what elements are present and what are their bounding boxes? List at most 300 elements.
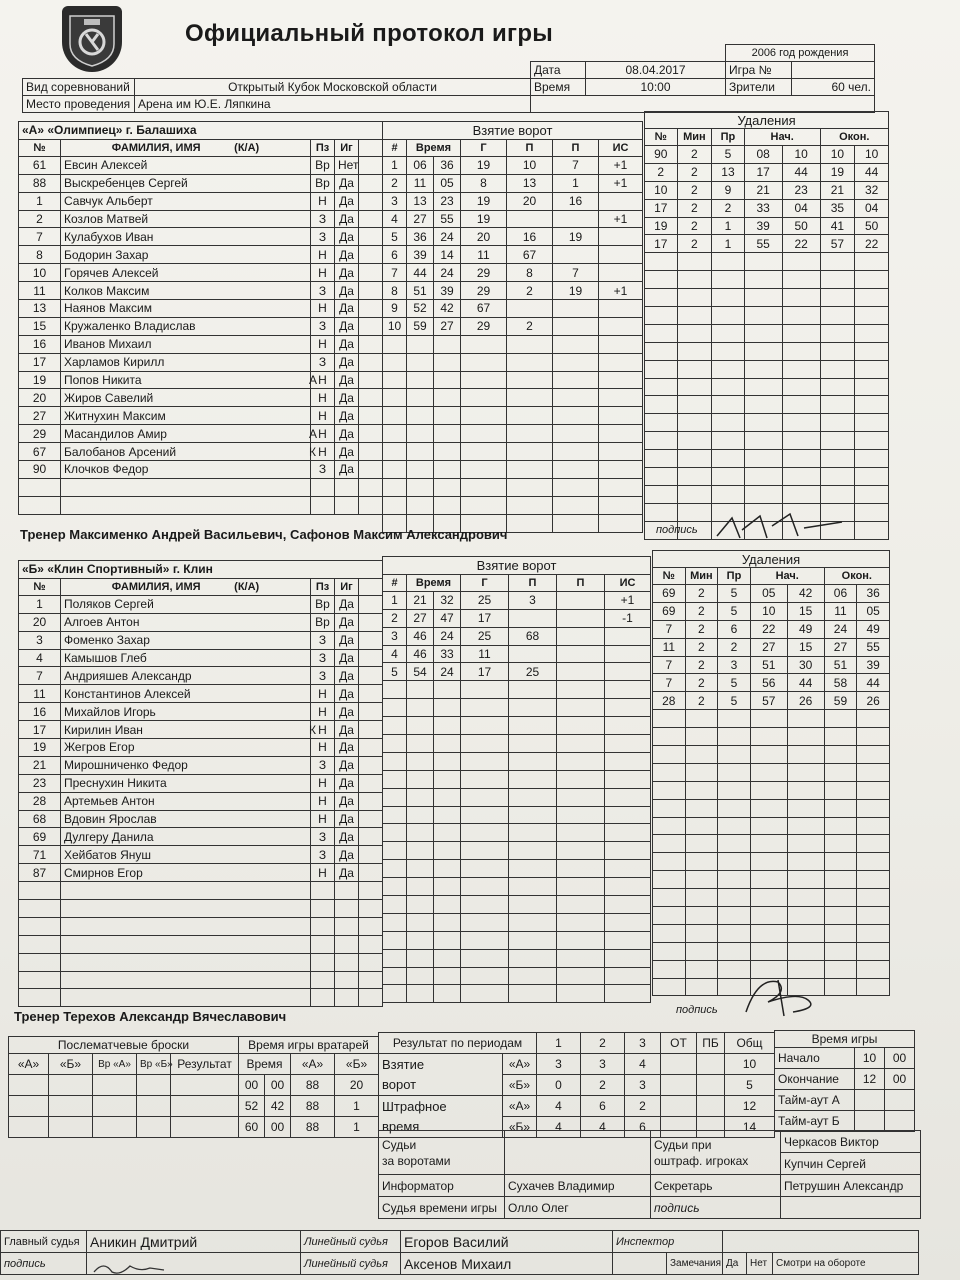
goal-p2 <box>557 663 605 681</box>
player-position: Н <box>311 246 335 264</box>
penalty-ss: 04 <box>782 199 820 217</box>
goal-s: 05 <box>434 174 461 192</box>
goal-p1: 13 <box>507 174 553 192</box>
player-ka: К <box>309 722 316 737</box>
player-name-text: Жегров Егор <box>64 740 135 755</box>
goalie-s: 00 <box>265 1075 291 1096</box>
player-ka: А <box>309 373 318 388</box>
player-position: Н <box>311 739 335 757</box>
goalie-a: 88 <box>291 1075 335 1096</box>
player-played: Да <box>335 828 359 846</box>
goal-p2: 7 <box>553 264 599 282</box>
penalty-n: 28 <box>653 692 686 710</box>
goal-m: 59 <box>407 317 434 335</box>
goal-row <box>383 824 651 842</box>
goal-is: +1 <box>605 591 651 609</box>
game-time-table: Время игры Начало 10 00 Окончание 12 00 Тайм-аут А Тайм-аут Б <box>774 1030 915 1132</box>
penalty-pr: 5 <box>712 146 745 164</box>
penalty-es: 26 <box>857 692 890 710</box>
player-played: Да <box>335 721 359 739</box>
goal-n: 5 <box>383 228 407 246</box>
penalty-sm: 08 <box>744 146 782 164</box>
goal-n: 10 <box>383 317 407 335</box>
time-value: 10:00 <box>586 79 726 96</box>
goal-m: 46 <box>407 645 434 663</box>
goalie-m: 00 <box>239 1075 265 1096</box>
goal-s: 14 <box>434 246 461 264</box>
player-number: 10 <box>19 264 61 282</box>
player-played: Да <box>335 613 359 631</box>
player-number: 15 <box>19 317 61 335</box>
goal-row <box>383 246 643 264</box>
penalty-row <box>653 763 890 781</box>
goal-row <box>383 317 643 335</box>
goal-row <box>383 985 651 1003</box>
goal-row <box>383 770 651 788</box>
player-name <box>61 282 311 300</box>
player-position: З <box>311 210 335 228</box>
player-number: 20 <box>19 613 61 631</box>
player-name <box>61 317 311 335</box>
table-row <box>19 721 383 739</box>
penalty-pr: 5 <box>718 602 751 620</box>
table-row <box>19 300 383 318</box>
goal-s: 36 <box>434 156 461 174</box>
player-extra <box>359 703 383 721</box>
team-a-pens-title: Удаления <box>645 112 889 129</box>
goal-s: 24 <box>434 663 461 681</box>
goal-p2 <box>553 317 599 335</box>
goal-row <box>383 788 651 806</box>
player-played: Да <box>335 300 359 318</box>
goal-s: 39 <box>434 282 461 300</box>
player-ka: К <box>309 444 316 459</box>
table-row <box>19 953 383 971</box>
penalty-em: 11 <box>824 602 857 620</box>
penalty-row <box>645 253 889 271</box>
goal-p1 <box>507 210 553 228</box>
player-extra <box>359 156 383 174</box>
table-row <box>19 595 383 613</box>
player-extra <box>359 595 383 613</box>
player-extra <box>359 246 383 264</box>
player-played: Да <box>335 649 359 667</box>
table-row <box>19 631 383 649</box>
penalty-sm: 56 <box>750 674 787 692</box>
player-number: 20 <box>19 389 61 407</box>
goal-is: -1 <box>605 609 651 627</box>
goal-is <box>599 192 643 210</box>
player-number: 13 <box>19 300 61 318</box>
penalty-sm: 10 <box>750 602 787 620</box>
goal-row <box>383 591 651 609</box>
player-position: Н <box>311 389 335 407</box>
player-position: Н <box>311 264 335 282</box>
player-played: Да <box>335 756 359 774</box>
goal-p2: 19 <box>553 282 599 300</box>
goal-p2 <box>553 300 599 318</box>
goal-p1: 68 <box>509 627 557 645</box>
goal-p2 <box>557 591 605 609</box>
goal-g: 17 <box>461 609 509 627</box>
player-name <box>61 443 316 461</box>
penalty-es: 32 <box>855 181 889 199</box>
goalie-b: 20 <box>335 1075 379 1096</box>
team-a-signature-icon <box>712 508 852 544</box>
table-row <box>19 756 383 774</box>
penalty-ss: 42 <box>787 585 824 603</box>
player-name-text: Артемьев Антон <box>64 794 155 809</box>
penalty-ss: 15 <box>787 602 824 620</box>
goal-row <box>383 878 651 896</box>
penalty-min: 2 <box>677 181 712 199</box>
penalty-min: 2 <box>685 692 718 710</box>
table-row <box>19 335 383 353</box>
table-row <box>19 971 383 989</box>
goalie-s: 42 <box>265 1096 291 1117</box>
player-name <box>61 756 311 774</box>
table-row <box>19 792 383 810</box>
goal-row <box>383 156 643 174</box>
penalty-row <box>653 871 890 889</box>
player-number: 1 <box>19 192 61 210</box>
penalty-sm: 05 <box>750 585 787 603</box>
goal-s: 24 <box>434 228 461 246</box>
shootout-table: Послематчевые броски «А» «Б» Вр «А» Вр «Б» Результат <box>8 1036 239 1138</box>
goal-g: 19 <box>461 192 507 210</box>
goal-is: +1 <box>599 174 643 192</box>
penalty-row <box>645 450 889 468</box>
goal-m: 13 <box>407 192 434 210</box>
penalty-ss: 22 <box>782 235 820 253</box>
goal-row <box>383 949 651 967</box>
player-position: Н <box>311 192 335 210</box>
goal-row <box>383 478 643 496</box>
player-played: Да <box>335 846 359 864</box>
penalty-ss: 23 <box>782 181 820 199</box>
col-ig: Иг <box>335 139 359 156</box>
goal-row <box>383 353 643 371</box>
goalie-a: 88 <box>291 1117 335 1138</box>
player-position: З <box>311 353 335 371</box>
player-name <box>61 810 311 828</box>
goal-n: 3 <box>383 627 407 645</box>
player-played: Да <box>335 407 359 425</box>
penalty-n: 17 <box>645 235 678 253</box>
player-extra <box>359 264 383 282</box>
header-info-table <box>22 44 875 113</box>
table-row <box>19 828 383 846</box>
penalty-row <box>645 485 889 503</box>
penalty-row <box>645 360 889 378</box>
penalty-es: 36 <box>857 585 890 603</box>
goal-g: 67 <box>461 300 507 318</box>
player-played: Да <box>335 371 359 389</box>
player-name-text: Харламов Кирилл <box>64 355 165 370</box>
goalie-m: 60 <box>239 1117 265 1138</box>
penalty-pr: 5 <box>718 585 751 603</box>
player-name-text: Попов Никита <box>64 373 142 388</box>
penalty-row <box>653 728 890 746</box>
goal-is <box>599 300 643 318</box>
penalty-row <box>645 396 889 414</box>
player-number: 19 <box>19 371 61 389</box>
team-a-goals: Взятие ворот # Время Г П П ИС 1 06 36 19 10 7 +1 2 11 05 8 13 1 +1 3 13 23 19 20 16 4 27 55 19 +1 5 36 24 20 16 19 6 39 14 11 67 7 44 24 29 8 7 8 51 39 29 2 19 +1 9 52 42 67 10 59 27 29 2 <box>382 121 643 533</box>
penalty-em: 10 <box>820 146 855 164</box>
penalty-es: 05 <box>857 602 890 620</box>
penalty-pr: 2 <box>718 638 751 656</box>
player-name-text: Поляков Сергей <box>64 597 154 612</box>
player-name <box>61 210 311 228</box>
table-row <box>19 810 383 828</box>
player-number: 17 <box>19 353 61 371</box>
chief-officials-table: Главный судья Аникин Дмитрий Линейный судья Егоров Василий Инспектор подпись Линейный судья Аксенов Михаил Замечания Да Нет Смотри на обороте <box>0 1230 919 1275</box>
goal-p2 <box>553 210 599 228</box>
team-a-roster <box>18 121 383 515</box>
penalty-pr: 2 <box>712 199 745 217</box>
penalty-min: 2 <box>685 602 718 620</box>
player-played: Да <box>335 631 359 649</box>
col-num: № <box>19 139 61 156</box>
table-row <box>19 174 383 192</box>
goal-row <box>383 174 643 192</box>
player-name-text: Кирилин Иван <box>64 722 143 737</box>
goal-is <box>599 317 643 335</box>
goal-n: 8 <box>383 282 407 300</box>
team-a-sign-label: подпись <box>656 524 698 536</box>
goal-row <box>383 389 643 407</box>
player-number: 21 <box>19 756 61 774</box>
goal-p2: 19 <box>553 228 599 246</box>
goal-n: 6 <box>383 246 407 264</box>
table-row <box>19 864 383 882</box>
goal-row <box>383 752 651 770</box>
goal-p1: 16 <box>507 228 553 246</box>
penalty-min: 2 <box>677 235 712 253</box>
goal-row <box>383 425 643 443</box>
player-position: З <box>311 317 335 335</box>
player-number: 23 <box>19 774 61 792</box>
goal-p2: 1 <box>553 174 599 192</box>
penalty-n: 10 <box>645 181 678 199</box>
penalty-sm: 22 <box>750 620 787 638</box>
team-b-goals-title: Взятие ворот <box>383 557 651 575</box>
penalty-min: 2 <box>685 656 718 674</box>
goal-p2: 7 <box>553 156 599 174</box>
player-extra <box>359 461 383 479</box>
player-position: З <box>311 828 335 846</box>
penalty-n: 11 <box>653 638 686 656</box>
date-value: 08.04.2017 <box>586 62 726 79</box>
player-name-text: Алгоев Антон <box>64 615 140 630</box>
player-name <box>61 739 311 757</box>
penalty-min: 2 <box>677 146 712 164</box>
penalty-row <box>645 378 889 396</box>
goal-g: 8 <box>461 174 507 192</box>
player-position: Н <box>311 864 335 882</box>
table-row <box>19 478 383 496</box>
goalie-time-table: Время игры вратарей Время «А» «Б» 00 00 88 20 52 42 88 1 60 00 88 1 <box>238 1036 379 1138</box>
player-name-text: Фоменко Захар <box>64 633 150 648</box>
penalty-n: 90 <box>645 146 678 164</box>
player-name <box>61 192 311 210</box>
goalie-b: 1 <box>335 1117 379 1138</box>
player-position: З <box>311 846 335 864</box>
goal-row <box>383 699 651 717</box>
player-played: Да <box>335 192 359 210</box>
goal-row <box>383 645 651 663</box>
goal-row <box>383 335 643 353</box>
player-name <box>61 228 311 246</box>
player-extra <box>359 810 383 828</box>
table-row <box>19 900 383 918</box>
shootout-title: Послематчевые броски <box>9 1037 239 1054</box>
player-name-text: Вдовин Ярослав <box>64 812 157 827</box>
table-row <box>19 443 383 461</box>
player-name-text: Преснухин Никита <box>64 776 167 791</box>
goal-is <box>599 264 643 282</box>
penalty-em: 21 <box>820 181 855 199</box>
goalie-row <box>239 1096 379 1117</box>
penalty-em: 27 <box>824 638 857 656</box>
player-played: Да <box>335 774 359 792</box>
goal-n: 1 <box>383 591 407 609</box>
penalty-es: 50 <box>855 217 889 235</box>
penalty-n: 17 <box>645 199 678 217</box>
game-value <box>792 62 875 79</box>
goal-is <box>599 246 643 264</box>
goal-g: 19 <box>461 210 507 228</box>
penalty-row <box>645 307 889 325</box>
player-extra <box>359 631 383 649</box>
penalty-row <box>645 146 889 164</box>
goal-row <box>383 192 643 210</box>
team-b-goals: Взятие ворот # Время Г П П ИС 1 21 32 25 3 +1 2 27 47 17 -1 3 46 24 25 68 4 46 33 11 5 54 24 17 25 <box>382 556 651 1003</box>
player-played: Да <box>335 353 359 371</box>
table-row <box>19 774 383 792</box>
team-a-title: «А» «Олимпиец» г. Балашиха <box>19 122 383 140</box>
team-b-pen-rows <box>653 585 890 996</box>
player-name-text: Выскребенцев Сергей <box>64 176 188 191</box>
team-a-coach: Тренер Максименко Андрей Васильевич, Сафонов Максим Александрович <box>20 527 508 542</box>
player-name-text: Горячев Алексей <box>64 265 159 280</box>
penalty-row <box>653 889 890 907</box>
player-extra <box>359 828 383 846</box>
goal-row <box>383 264 643 282</box>
goal-p2: 16 <box>553 192 599 210</box>
player-name-text: Бодорин Захар <box>64 247 149 262</box>
player-name-text: Савчук Альберт <box>64 194 153 209</box>
goal-n: 7 <box>383 264 407 282</box>
penalty-n: 69 <box>653 602 686 620</box>
table-row <box>19 389 383 407</box>
penalty-es: 44 <box>855 163 889 181</box>
player-name-text: Кружаленко Владислав <box>64 319 196 334</box>
player-name-text: Житнухин Максим <box>64 408 166 423</box>
penalty-es: 55 <box>857 638 890 656</box>
goal-judges-label: Судьи за воротами <box>379 1131 505 1175</box>
goalie-s: 00 <box>265 1117 291 1138</box>
player-played: Да <box>335 282 359 300</box>
penalty-n: 7 <box>653 620 686 638</box>
goal-p2 <box>557 627 605 645</box>
goal-row <box>383 282 643 300</box>
penalty-row <box>653 817 890 835</box>
player-name-text: Балобанов Арсений <box>64 444 177 459</box>
goalie-a: 88 <box>291 1096 335 1117</box>
goal-m: 11 <box>407 174 434 192</box>
goal-row <box>383 717 651 735</box>
penalty-row <box>653 674 890 692</box>
officials-table: Судьи за воротами Судьи при оштраф. игроках Черкасов Виктор Купчин Сергей Информатор Сухачев Владимир Секретарь Петрушин Александр Судья времени игры Олло Олег подпись <box>378 1130 921 1219</box>
player-position: Н <box>311 425 335 443</box>
goal-m: 39 <box>407 246 434 264</box>
player-extra <box>359 721 383 739</box>
player-name <box>61 335 311 353</box>
competition-value: Открытый Кубок Московской области <box>135 79 531 96</box>
player-name <box>61 774 311 792</box>
table-row <box>19 667 383 685</box>
team-b-pens-title: Удаления <box>653 551 890 568</box>
player-name <box>61 721 316 739</box>
penalty-judges-label: Судьи при оштраф. игроках <box>651 1131 781 1175</box>
player-name-text: Михайлов Игорь <box>64 704 156 719</box>
player-played: Да <box>335 810 359 828</box>
player-extra <box>359 317 383 335</box>
penalty-row <box>645 217 889 235</box>
player-name-text: Масандилов Амир <box>64 426 167 441</box>
penalty-pr: 6 <box>718 620 751 638</box>
player-number: 4 <box>19 649 61 667</box>
chief-signature-icon <box>90 1258 170 1278</box>
player-number: 27 <box>19 407 61 425</box>
goalie-m: 52 <box>239 1096 265 1117</box>
table-row <box>19 228 383 246</box>
table-row <box>19 935 383 953</box>
penalty-row <box>653 692 890 710</box>
goal-is <box>599 228 643 246</box>
periods-table: Результат по периодам 1 2 3 ОТ ПБ Общ Взятие «А» 3 3 4 10 ворот «Б» 0 2 3 5 Штрафное «А» 4 6 2 12 время «Б» 4 4 6 14 <box>378 1032 775 1138</box>
player-number: 7 <box>19 228 61 246</box>
goal-g: 17 <box>461 663 509 681</box>
player-number: 11 <box>19 282 61 300</box>
goal-g: 11 <box>461 246 507 264</box>
goal-p1: 10 <box>507 156 553 174</box>
penalty-row <box>645 432 889 450</box>
goal-s: 33 <box>434 645 461 663</box>
player-position: Н <box>311 703 335 721</box>
goal-n: 5 <box>383 663 407 681</box>
goal-is: +1 <box>599 156 643 174</box>
penalty-n: 7 <box>653 674 686 692</box>
table-row <box>19 192 383 210</box>
penalty-sm: 39 <box>744 217 782 235</box>
penalty-pr: 5 <box>718 692 751 710</box>
player-played: Да <box>335 739 359 757</box>
player-name <box>61 156 311 174</box>
table-row <box>19 210 383 228</box>
penalty-pr: 1 <box>712 235 745 253</box>
player-number: 16 <box>19 703 61 721</box>
player-position: З <box>311 756 335 774</box>
goal-m: 54 <box>407 663 434 681</box>
player-extra <box>359 443 383 461</box>
goalie-row <box>239 1075 379 1096</box>
penalty-pr: 1 <box>712 217 745 235</box>
player-name <box>61 649 311 667</box>
player-played: Да <box>335 389 359 407</box>
penalty-em: 35 <box>820 199 855 217</box>
